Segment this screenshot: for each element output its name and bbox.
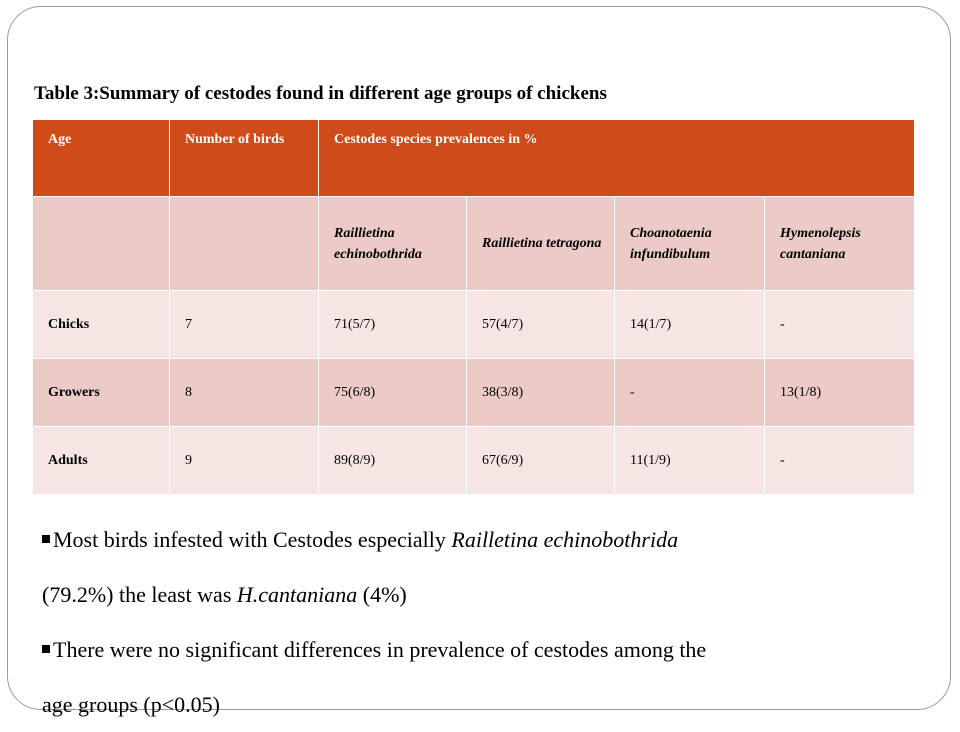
bullet-1-percent: (4%) — [357, 582, 407, 607]
header-prevalence: Cestodes species prevalences in % — [319, 120, 915, 197]
age-cell: Chicks — [33, 291, 170, 359]
birds-cell: 7 — [170, 291, 319, 359]
species-row — [33, 197, 915, 291]
age-cell: Adults — [33, 427, 170, 495]
table-row — [33, 427, 915, 495]
table-row — [33, 291, 915, 359]
square-bullet-icon — [42, 535, 50, 543]
bullet-1 — [42, 512, 922, 567]
bullet-1-text: Most birds infested with Cestodes especially — [53, 527, 452, 552]
header-number-of-birds: Number of birds — [170, 120, 319, 197]
birds-cell: 8 — [170, 359, 319, 427]
value-cell: 67(6/9) — [467, 427, 615, 495]
value-cell: - — [765, 291, 915, 359]
species-name: Hymenolepsis cantaniana — [765, 197, 915, 291]
value-cell: 13(1/8) — [765, 359, 915, 427]
value-cell: 75(6/8) — [319, 359, 467, 427]
bullet-2-text: There were no significant differences in prevalence of cestodes among the — [53, 637, 707, 662]
value-cell: 89(8/9) — [319, 427, 467, 495]
bullet-2-continued: age groups (p<0.05) — [42, 692, 220, 717]
value-cell: 38(3/8) — [467, 359, 615, 427]
value-cell: 14(1/7) — [615, 291, 765, 359]
table-title: Table 3:Summary of cestodes found in different age groups of chickens — [34, 83, 607, 104]
bullet-list — [42, 512, 922, 732]
table-row — [33, 359, 915, 427]
cestodes-table — [32, 119, 915, 495]
species-empty-cell — [33, 197, 170, 291]
species-empty-cell — [170, 197, 319, 291]
bullet-1-continued — [42, 567, 922, 622]
species-name: Choanotaenia infundibulum — [615, 197, 765, 291]
birds-cell: 9 — [170, 427, 319, 495]
species-name: Raillietina echinobothrida — [319, 197, 467, 291]
value-cell: 57(4/7) — [467, 291, 615, 359]
bullet-1-species-2: H.cantaniana — [236, 582, 358, 607]
square-bullet-icon — [42, 645, 50, 653]
bullet-1-text-cont: (79.2%) the least was — [42, 582, 237, 607]
age-cell: Growers — [33, 359, 170, 427]
table-header-row — [33, 120, 915, 197]
value-cell: 11(1/9) — [615, 427, 765, 495]
bullet-2 — [42, 622, 922, 677]
header-age: Age — [33, 120, 170, 197]
value-cell: - — [765, 427, 915, 495]
value-cell: 71(5/7) — [319, 291, 467, 359]
bullet-1-species: Railletina echinobothrida — [451, 527, 679, 552]
value-cell: - — [615, 359, 765, 427]
species-name: Raillietina tetragona — [467, 197, 615, 291]
